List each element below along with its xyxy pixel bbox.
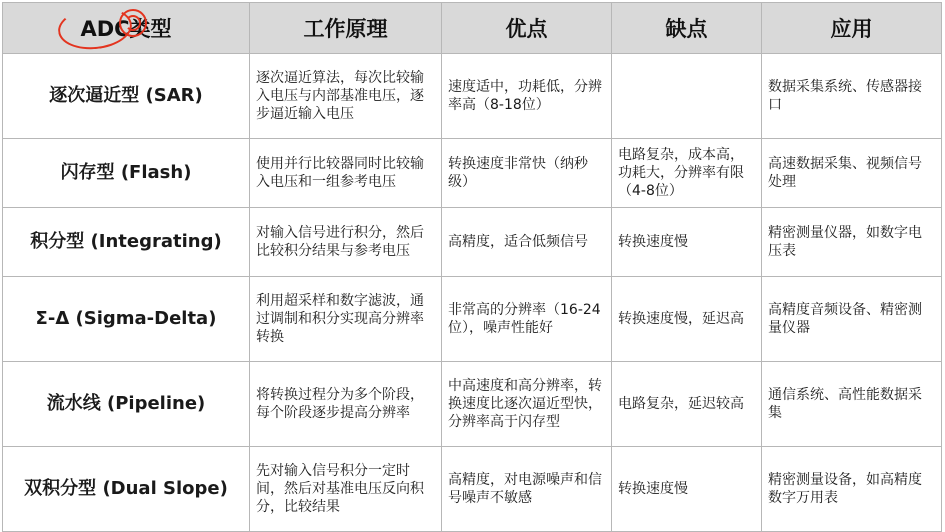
cell-pros: 高精度，适合低频信号 xyxy=(442,208,612,277)
cell-applications: 精密测量仪器，如数字电压表 xyxy=(762,208,942,277)
cell-adc-type: 流水线 (Pipeline) xyxy=(3,362,250,447)
cell-adc-type: 积分型 (Integrating) xyxy=(3,208,250,277)
table-body xyxy=(3,54,942,532)
cell-principle: 将转换过程分为多个阶段，每个阶段逐步提高分辨率 xyxy=(250,362,442,447)
cell-cons: 转换速度慢 xyxy=(612,447,762,532)
cell-principle: 逐次逼近算法，每次比较输入电压与内部基准电压，逐步逼近输入电压 xyxy=(250,54,442,139)
cell-pros: 非常高的分辨率（16-24位），噪声性能好 xyxy=(442,277,612,362)
cell-adc-type: Σ-Δ (Sigma-Delta) xyxy=(3,277,250,362)
cell-pros: 高精度，对电源噪声和信号噪声不敏感 xyxy=(442,447,612,532)
cell-applications: 通信系统、高性能数据采集 xyxy=(762,362,942,447)
comparison-sheet xyxy=(2,2,941,516)
cell-adc-type: 闪存型 (Flash) xyxy=(3,139,250,208)
cell-applications: 高精度音频设备、精密测量仪器 xyxy=(762,277,942,362)
cell-cons: 转换速度慢，延迟高 xyxy=(612,277,762,362)
cell-applications: 精密测量设备，如高精度数字万用表 xyxy=(762,447,942,532)
header-principle: 工作原理 xyxy=(250,3,442,54)
header-applications: 应用 xyxy=(762,3,942,54)
cell-adc-type: 双积分型 (Dual Slope) xyxy=(3,447,250,532)
cell-applications: 数据采集系统、传感器接口 xyxy=(762,54,942,139)
header-cons: 缺点 xyxy=(612,3,762,54)
header-adc-type-label: ADC类型 xyxy=(80,17,172,41)
header-row xyxy=(3,3,942,54)
cell-cons: 电路复杂，延迟较高 xyxy=(612,362,762,447)
table-row xyxy=(3,54,942,139)
cell-adc-type: 逐次逼近型 (SAR) xyxy=(3,54,250,139)
table-header xyxy=(3,3,942,54)
cell-cons: 转换速度慢 xyxy=(612,208,762,277)
cell-principle: 先对输入信号积分一定时间，然后对基准电压反向积分，比较结果 xyxy=(250,447,442,532)
cell-principle: 使用并行比较器同时比较输入电压和一组参考电压 xyxy=(250,139,442,208)
cell-applications: 高速数据采集、视频信号处理 xyxy=(762,139,942,208)
adc-comparison-table xyxy=(2,2,942,532)
header-adc-type xyxy=(3,3,250,54)
table-row xyxy=(3,208,942,277)
cell-principle: 利用超采样和数字滤波，通过调制和积分实现高分辨率转换 xyxy=(250,277,442,362)
header-pros: 优点 xyxy=(442,3,612,54)
cell-cons: 电路复杂，成本高，功耗大，分辨率有限（4-8位） xyxy=(612,139,762,208)
cell-pros: 转换速度非常快（纳秒级） xyxy=(442,139,612,208)
table-row xyxy=(3,139,942,208)
cell-cons xyxy=(612,54,762,139)
cell-principle: 对输入信号进行积分，然后比较积分结果与参考电压 xyxy=(250,208,442,277)
cell-pros: 中高速度和高分辨率，转换速度比逐次逼近型快，分辨率高于闪存型 xyxy=(442,362,612,447)
table-row xyxy=(3,362,942,447)
table-row xyxy=(3,277,942,362)
cell-pros: 速度适中，功耗低，分辨率高（8-18位） xyxy=(442,54,612,139)
